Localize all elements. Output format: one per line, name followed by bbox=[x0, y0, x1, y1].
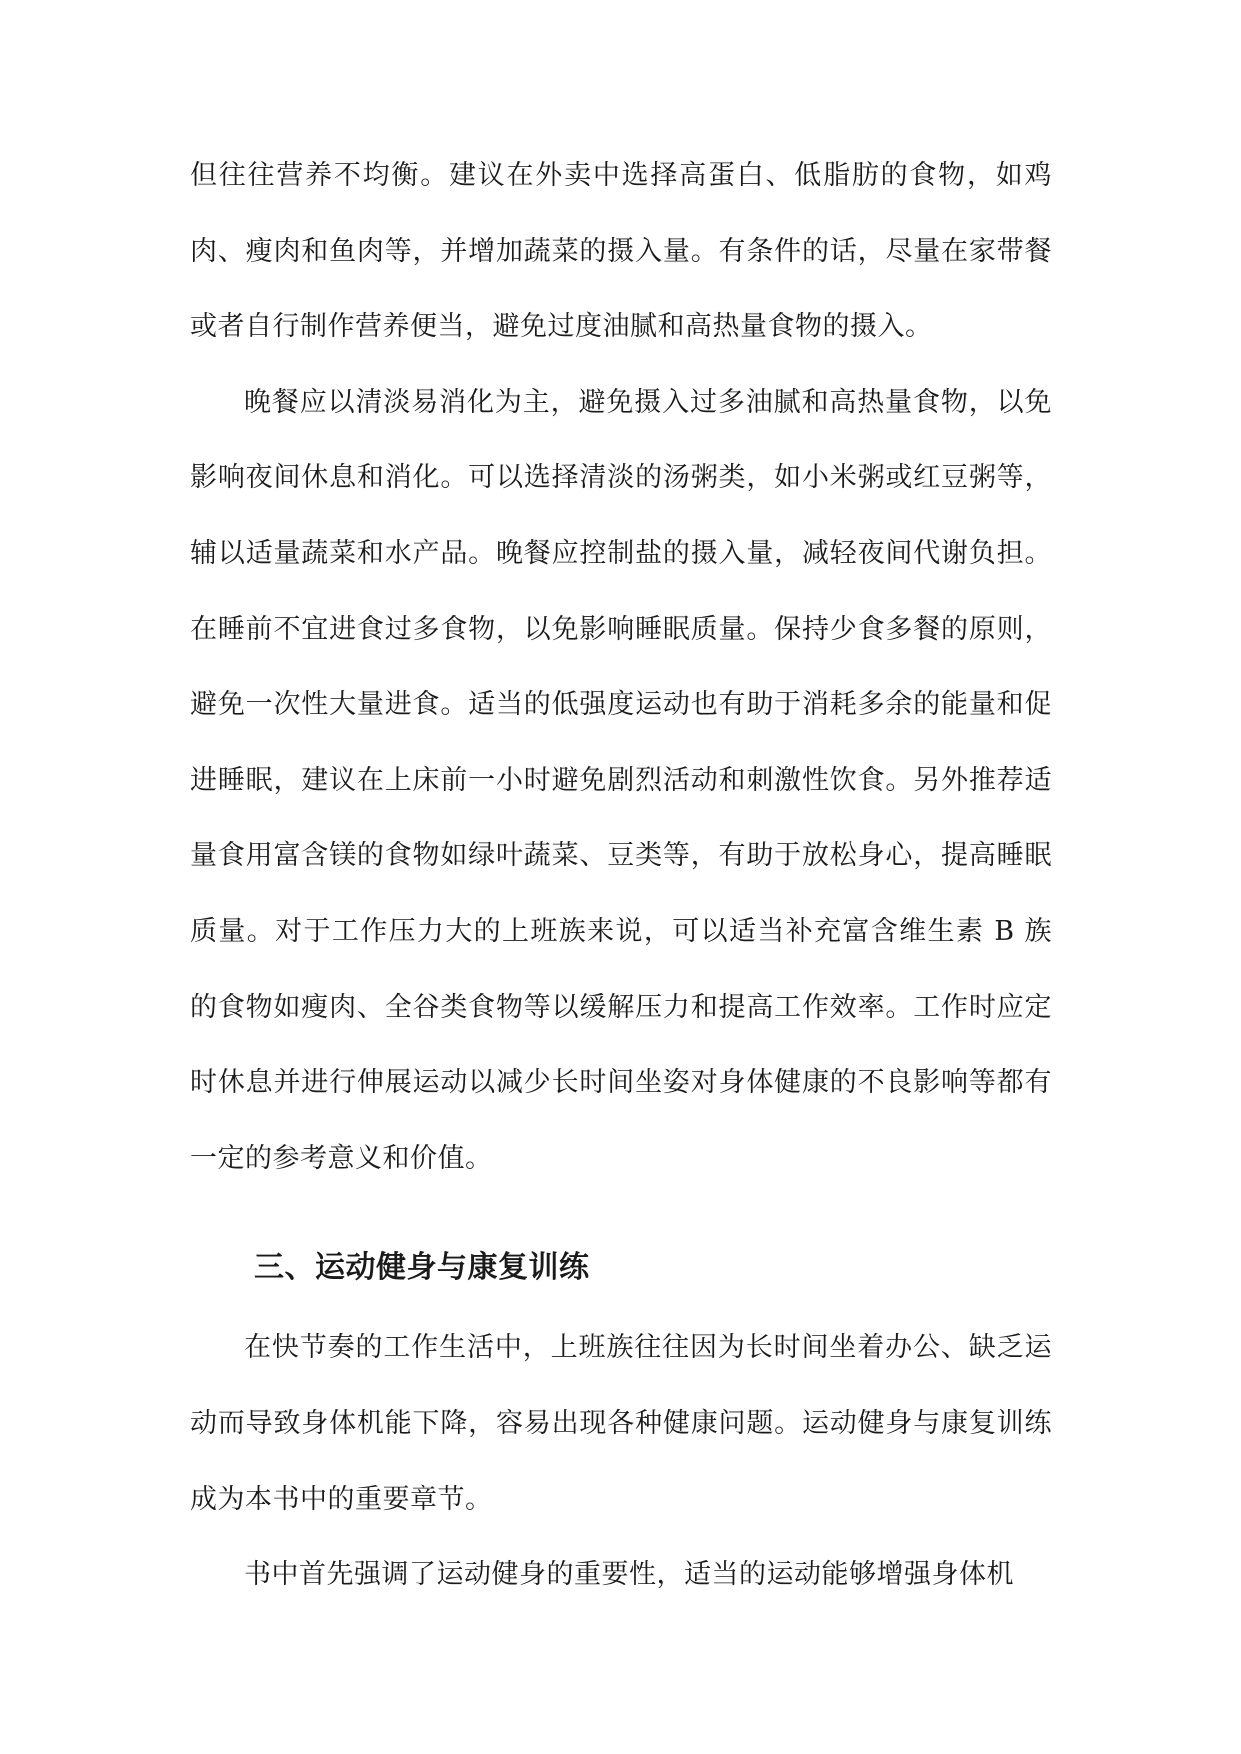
paragraph-lunch-continued: 但往往营养不均衡。建议在外卖中选择高蛋白、低脂肪的食物，如鸡肉、瘦肉和鱼肉等，并增加蔬菜的摄入量。有条件的话，尽量在家带餐或者自行制作营养便当，避免过度油腻和高热量食物的摄入。 bbox=[190, 160, 1052, 343]
paragraph-exercise-intro: 在快节奏的工作生活中，上班族往往因为长时间坐着办公、缺乏运动而导致身体机能下降，容易出现各种健康问题。运动健身与康复训练成为本书中的重要章节。 bbox=[190, 1332, 1052, 1515]
document-body bbox=[190, 138, 1052, 1613]
paragraph-dinner: 晚餐应以清淡易消化为主，避免摄入过多油腻和高热量食物，以免影响夜间休息和消化。可以选择清淡的汤粥类，如小米粥或红豆粥等，辅以适量蔬菜和水产品。晚餐应控制盐的摄入量，减轻夜间代谢负担。在睡前不宜进食过多食物，以免影响睡眠质量。保持少食多餐的原则，避免一次性大量进食。适当的低强度运动也有助于消耗多余的能量和促进睡眠，建议在上床前一小时避免剧烈活动和刺激性饮食。另外推荐适量食用富含镁的食物如绿叶蔬菜、豆类等，有助于放松身心，提高睡眠质量。对于工作压力大的上班族来说，可以适当补充富含维生素 B 族的食物如瘦肉、全谷类食物等以缓解压力和提高工作效率。工作时应定时休息并进行伸展运动以减少长时间坐姿对身体健康的不良影响等都有一定的参考意义和价值。 bbox=[190, 386, 1052, 1174]
section-heading: 三、运动健身与康复训练 bbox=[254, 1250, 590, 1286]
paragraph-exercise-importance: 书中首先强调了运动健身的重要性，适当的运动能够增强身体机 bbox=[244, 1559, 1014, 1591]
